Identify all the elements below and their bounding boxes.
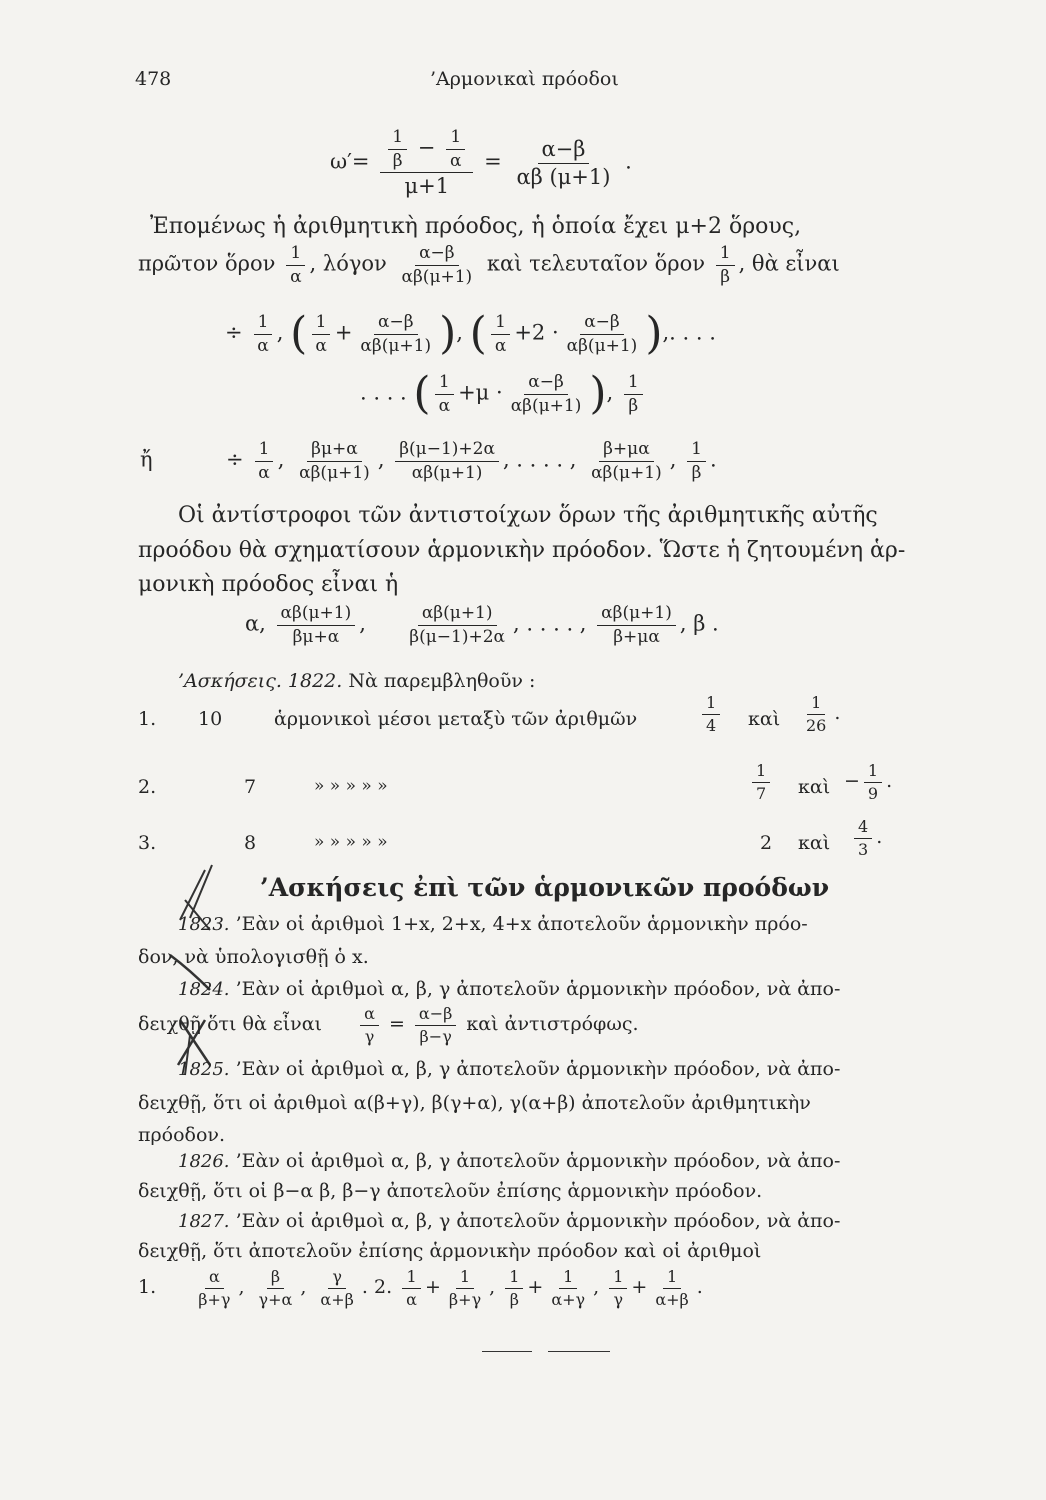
exercise-1823: 1823. ’Εὰν οἱ ἀριθμοὶ 1+x, 2+x, 4+x ἀποτελοῦν ἁρμονικὴν πρόο- xyxy=(178,913,808,935)
omega-compound-fraction: $\frac{1}{\beta}$ − $\frac{1}{\alpha}$ μ+1 xyxy=(380,128,473,198)
exercise-1826: 1826. ’Εὰν οἱ ἀριθμοὶ α, β, γ ἀποτελοῦν ἁρμονικὴν πρόοδον, νὰ ἀπο- xyxy=(178,1150,841,1172)
exercise-1827-items: 1. $\frac{\alpha}{\beta+\gamma}$ , $\frac{\beta}{\gamma+\alpha}$ , $\frac{\gamma}{\alpha+\beta}$ . 2. $\frac{1}{\alpha}$ + $\frac{1}{\beta+\gamma}$ , $\frac{1}{\beta}$ + $\frac{1}{\alpha+\gamma}$ , $\frac{1}{\gamma}$ + $\frac{1}{\alpha+\beta}$ . xyxy=(138,1267,703,1309)
section-title: ’Ασκήσεις ἐπὶ τῶν ἁρμονικῶν προόδων xyxy=(260,873,830,902)
exercise-item: 3. 8 » » » » » 2 καὶ $\frac{4}{3}$ . xyxy=(138,817,883,859)
omega-rhs-fraction: $\frac{\alpha-\beta}{\alpha\beta (\mu+1)}$ xyxy=(516,136,611,189)
end-rule xyxy=(548,1351,610,1352)
exercise-item: 1. 10 ἁρμονικοὶ μέσοι μεταξὺ τῶν ἀριθμῶν $\frac{1}{4}$ καὶ $\frac{1}{26}$ . xyxy=(138,693,841,735)
exercise-1824-cont: δειχθῇ ὅτι θὰ εἶναι $\frac{\alpha}{\gamma}$ = $\frac{\alpha-\beta}{\beta-\gamma}$ καὶ ἀντιστρόφως. xyxy=(138,1004,639,1046)
arithmetic-sequence: ÷ $\frac{1}{\alpha}$ , ( $\frac{1}{\alpha}$ + $\frac{\alpha-\beta}{\alpha\beta(\mu+1)}$ ), ( $\frac{1}{\alpha}$ +2 · $\frac{\alpha-\beta}{\alpha\beta(\mu+1)}$ ),. . . . xyxy=(225,308,716,359)
exercise-1827: 1827. ’Εὰν οἱ ἀριθμοὶ α, β, γ ἀποτελοῦν ἁρμονικὴν πρόοδον, νὰ ἀπο- xyxy=(178,1210,841,1232)
exercise-1823-cont: δον, νὰ ὑπολογισθῇ ὁ x. xyxy=(138,946,369,968)
exercises-heading: ’Ασκήσεις. 1822. Νὰ παρεμβληθοῦν : xyxy=(178,670,536,692)
end-rule xyxy=(482,1351,532,1352)
running-title: ’Αρμονικαὶ πρόοδοι xyxy=(430,68,619,90)
exercise-1826-cont: δειχθῇ, ὅτι οἱ β−α β, β−γ ἀποτελοῦν ἐπίσης ἁρμονικὴν πρόοδον. xyxy=(138,1180,763,1202)
paragraph-line: προόδου θὰ σχηματίσουν ἁρμονικὴν πρόοδον. Ὥστε ἡ ζητουμένη ἁρ- xyxy=(138,538,906,563)
exercise-1827-cont: δειχθῇ, ὅτι ἀποτελοῦν ἐπίσης ἁρμονικὴν πρόοδον καὶ οἱ ἀριθμοὶ xyxy=(138,1240,762,1262)
exercise-1824: 1824. ’Εὰν οἱ ἀριθμοὶ α, β, γ ἀποτελοῦν ἁρμονικὴν πρόοδον, νὰ ἀπο- xyxy=(178,978,841,1000)
paragraph-line: πρῶτον ὅρον $\frac{1}{\alpha}$ , λόγον $\frac{\alpha-\beta}{\alpha\beta(\mu+1)}$ καὶ τελευταῖον ὅρον $\frac{1}{\beta}$ , θὰ εἶναι xyxy=(138,243,840,287)
exercise-item: 2. 7 » » » » » $\frac{1}{7}$ καὶ − $\frac{1}{9}$ . xyxy=(138,761,893,803)
arithmetic-sequence-alt: ἤ ÷ $\frac{1}{\alpha}$ , $\frac{\beta\mu+\alpha}{\alpha\beta(\mu+1)}$ , $\frac{\beta(\mu-1)+2\alpha}{\alpha\beta(\mu+1)}$ , . . . . , $\frac{\beta+\mu\alpha}{\alpha\beta(\mu+1)}$ , $\frac{1}{\beta}$ . xyxy=(140,439,717,483)
paragraph-line: Οἱ ἀντίστροφοι τῶν ἀντιστοίχων ὅρων τῆς ἀριθμητικῆς αὐτῆς xyxy=(178,503,878,528)
omega-formula: ω′= $\frac{1}{\beta}$ − $\frac{1}{\alpha}$ μ+1 = $\frac{\alpha-\beta}{\alpha\beta (\mu+1)}$ . xyxy=(330,127,632,199)
arithmetic-sequence-cont: . . . . ( $\frac{1}{\alpha}$ +μ · $\frac{\alpha-\beta}{\alpha\beta(\mu+1)}$ ), $\frac{1}{\beta}$ xyxy=(360,372,1046,416)
exercise-1825-cont: πρόοδον. xyxy=(138,1124,226,1146)
paragraph-line: μονικὴ πρόοδος εἶναι ἡ xyxy=(138,572,399,597)
exercise-1825-cont: δειχθῇ, ὅτι οἱ ἀριθμοὶ α(β+γ), β(γ+α), γ(α+β) ἀποτελοῦν ἀριθμητικὴν xyxy=(138,1092,811,1114)
page-header xyxy=(0,68,1046,98)
page-number: 478 xyxy=(135,68,172,90)
omega-lhs: ω′= xyxy=(330,149,370,174)
exercise-1825: 1825. ’Εὰν οἱ ἀριθμοὶ α, β, γ ἀποτελοῦν ἁρμονικὴν πρόοδον, νὰ ἀπο- xyxy=(178,1058,841,1080)
harmonic-sequence: α, $\frac{\alpha\beta(\mu+1)}{\beta\mu+\alpha}$ , $\frac{\alpha\beta(\mu+1)}{\beta(\mu-1)+2\alpha}$ , . . . . , $\frac{\alpha\beta(\mu+1)}{\beta+\mu\alpha}$ , β . xyxy=(245,603,719,647)
paragraph-line: Ἐπομένως ἡ ἀριθμητικὴ πρόοδος, ἡ ὁποία ἔχει μ+2 ὅρους, xyxy=(150,214,802,239)
